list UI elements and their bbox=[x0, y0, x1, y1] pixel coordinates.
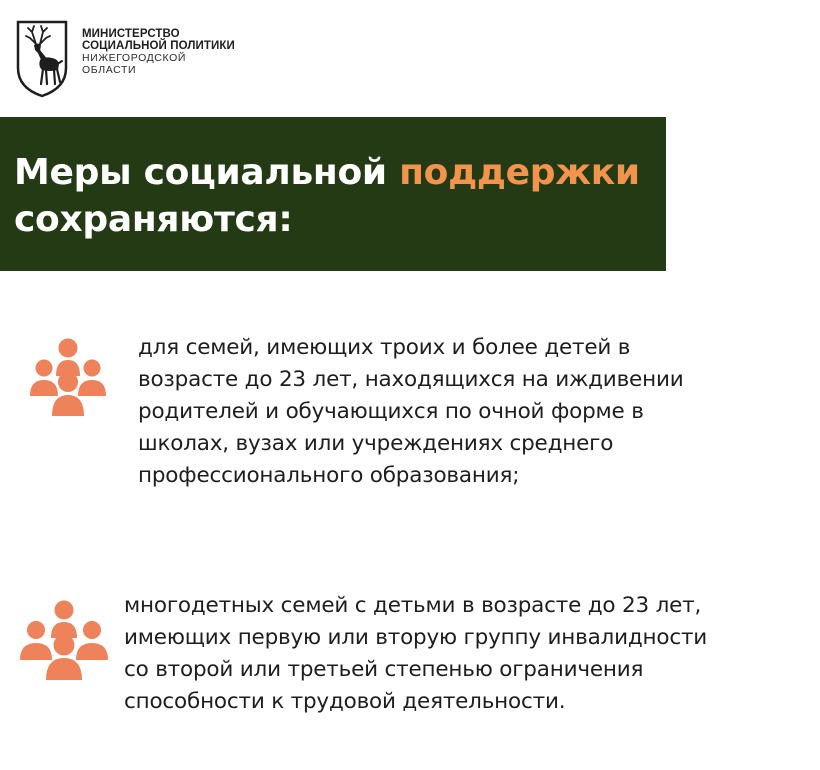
measure-line: со второй или третьей степенью ограничения bbox=[124, 657, 644, 682]
title-part-2: сохраняются: bbox=[14, 199, 293, 240]
measure-item bbox=[30, 332, 778, 492]
measure-line: способности к трудовой деятельности. bbox=[124, 689, 566, 714]
ministry-name bbox=[82, 28, 235, 76]
measure-line: возрасте до 23 лет, находящихся на иждивении bbox=[138, 367, 684, 392]
deer-coat-of-arms-icon bbox=[14, 18, 70, 98]
people-group-icon bbox=[18, 600, 110, 680]
measure-line: школах, вузах или учреждениях среднего bbox=[138, 431, 614, 456]
title-part-1: Меры социальной bbox=[14, 152, 400, 193]
measure-item bbox=[18, 590, 804, 718]
measure-line: имеющих первую или вторую группу инвалидности bbox=[124, 625, 708, 650]
measure-text bbox=[138, 332, 778, 492]
ministry-title-line-2: СОЦИАЛЬНОЙ ПОЛИТИКИ bbox=[82, 40, 235, 52]
region-line-1: НИЖЕГОРОДСКОЙ bbox=[82, 52, 187, 64]
header bbox=[14, 18, 235, 98]
title-banner bbox=[0, 117, 666, 271]
measure-line: многодетных семей с детьми в возрасте до 23 лет, bbox=[124, 593, 702, 618]
measure-line: профессионального образования; bbox=[138, 463, 520, 488]
measure-line: для семей, имеющих троих и более детей в bbox=[138, 335, 631, 360]
measure-text bbox=[124, 590, 804, 718]
people-group-icon bbox=[30, 338, 106, 416]
measure-line: родителей и обучающихся по очной форме в bbox=[138, 399, 644, 424]
region-line-2: ОБЛАСТИ bbox=[82, 64, 137, 76]
title-accent-word: поддержки bbox=[399, 152, 640, 193]
page-title bbox=[14, 149, 640, 243]
ministry-title-line-1: МИНИСТЕРСТВО bbox=[82, 28, 180, 40]
